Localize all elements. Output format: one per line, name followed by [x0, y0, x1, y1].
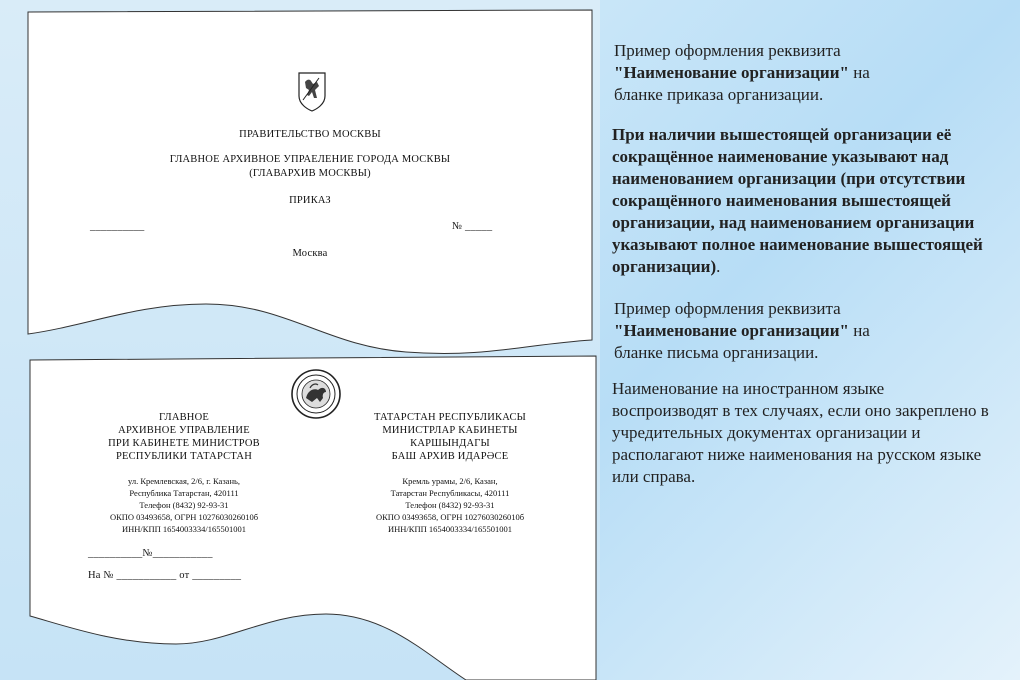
- letter-left-header-line-4: РЕСПУБЛИКИ ТАТАРСТАН: [115, 451, 252, 462]
- org-short-name: (ГЛАВАРХИВ МОСКВЫ): [249, 168, 371, 179]
- moscow-coat-of-arms-icon: [297, 70, 327, 112]
- number-field-line: № _____: [452, 221, 493, 232]
- letter-left-header-line-2: АРХИВНОЕ УПРАВЛЕНИЕ: [118, 425, 250, 436]
- example-order-caption-line-1: Пример оформления реквизита: [614, 41, 841, 60]
- letter-left-address-line-1: ул. Кремлевская, 2/6, г. Казань,: [127, 476, 241, 486]
- tatarstan-coat-of-arms-icon: [290, 368, 342, 420]
- example-order-caption-line-3: бланке приказа организации.: [614, 85, 824, 104]
- letter-right-address-line-3: Телефон (8432) 92-93-31: [405, 500, 495, 510]
- letter-right-header-line-3: КАРШЫНДАГЫ: [410, 438, 490, 449]
- superior-org-rule-text: При наличии вышестоящей организации её сокращённое наименование указывают над наименованием организации (при отсутствии сокращённого наименования вышестоящей организации, над наименованием организации указывают полное наименование вышестоящей организации): [612, 125, 983, 276]
- letter-form-sheet: [26, 354, 598, 680]
- document-type: ПРИКАЗ: [289, 195, 331, 206]
- letter-right-address-line-2: Татарстан Республикасы, 420111: [390, 488, 510, 498]
- example-order-caption: [614, 40, 1012, 106]
- superior-org-rule: [612, 124, 1000, 278]
- example-order-requisite-name: "Наименование организации": [614, 63, 849, 82]
- letter-right-header-line-1: ТАТАРСТАН РЕСПУБЛИКАСЫ: [373, 412, 527, 423]
- example-letter-caption-line-1: Пример оформления реквизита: [614, 299, 841, 318]
- letter-right-header-line-2: МИНИСТРЛАР КАБИНЕТЫ: [382, 425, 518, 436]
- letter-number-field-line: __________№___________: [88, 548, 213, 559]
- letter-right-header-line-4: БАШ АРХИВ ИДАРӘСЕ: [391, 451, 509, 462]
- example-order-caption-line-2: [614, 62, 1012, 84]
- org-name: ГЛАВНОЕ АРХИВНОЕ УПРАЕЛЕНИЕ ГОРОДА МОСКВЫ: [169, 154, 451, 165]
- letter-reply-reference-line: На № ___________ от _________: [88, 570, 242, 581]
- letter-left-address-line-2: Республика Татарстан, 420111: [129, 488, 239, 498]
- example-letter-caption-line-2: [614, 320, 1012, 342]
- example-letter-caption: [614, 298, 1012, 364]
- letter-left-address-line-3: Телефон (8432) 92-93-31: [139, 500, 229, 510]
- example-order-caption-suffix: на: [848, 63, 870, 82]
- letter-right-address-line-1: Кремль урамы, 2/6, Казан,: [402, 476, 498, 486]
- letter-right-address-line-5: ИНН/КПП 1654003334/165501001: [388, 524, 512, 534]
- letter-left-address-line-4: ОКПО 03493658, ОГРН 1027603026010б: [109, 512, 259, 522]
- example-letter-caption-line-3: бланке письма организации.: [614, 343, 819, 362]
- order-form-paper: [26, 8, 594, 358]
- example-letter-requisite-name: "Наименование организации": [614, 321, 849, 340]
- org-superior-name: ПРАВИТЕЛЬСТВО МОСКВЫ: [239, 129, 381, 140]
- letter-left-address-line-5: ИНН/КПП 1654003334/165501001: [122, 524, 246, 534]
- explanation-panel: [612, 40, 1012, 488]
- place-of-issue: Москва: [292, 248, 328, 259]
- foreign-language-rule: Наименование на иностранном языке воспроизводят в тех случаях, если оно закреплено в учредительных документах организации и располагают ниже наименования на русском языке или справа.: [612, 379, 989, 486]
- letter-left-header-line-1: ГЛАВНОЕ: [159, 412, 209, 423]
- superior-org-rule-period: .: [716, 257, 721, 276]
- order-form-sheet: [26, 8, 594, 358]
- letter-left-header-line-3: ПРИ КАБИНЕТЕ МИНИСТРОВ: [108, 438, 260, 449]
- date-field-line: __________: [90, 221, 145, 232]
- example-letter-caption-suffix: на: [848, 321, 870, 340]
- letter-right-address-line-4: ОКПО 03493658, ОГРН 1027603026010б: [375, 512, 525, 522]
